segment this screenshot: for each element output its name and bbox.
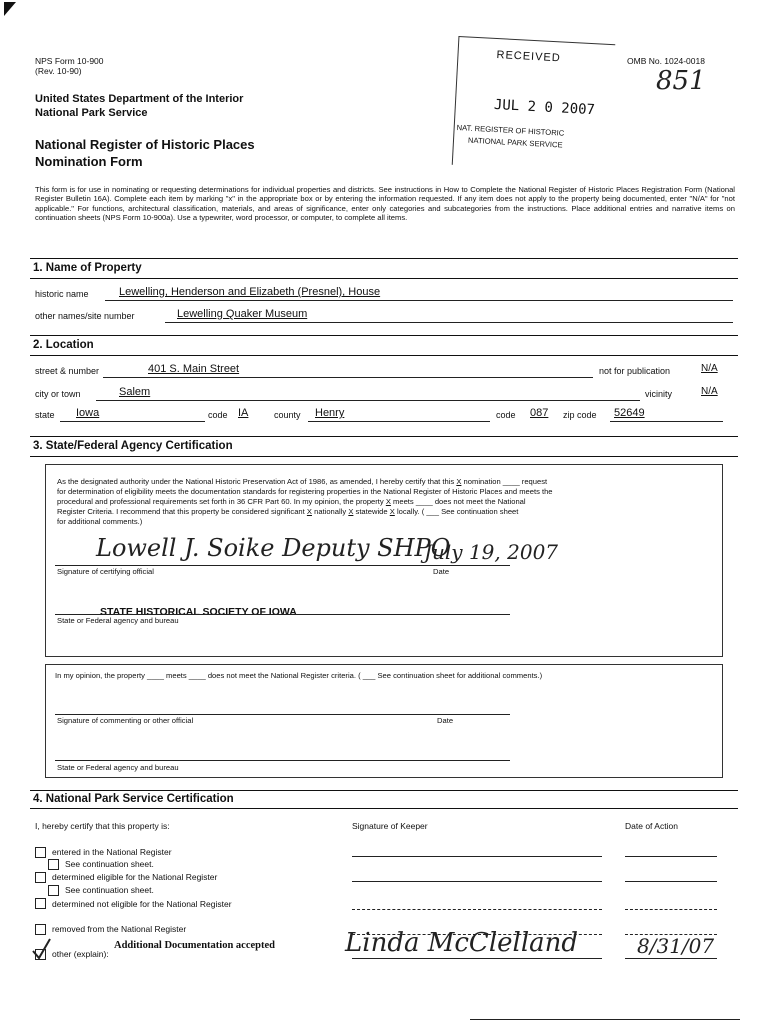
other-label: other (explain): <box>52 949 109 959</box>
zip-field[interactable]: 52649 <box>614 407 645 419</box>
entered-checkbox[interactable] <box>35 847 46 858</box>
page-subtitle: Nomination Form <box>35 154 143 169</box>
eligible-continuation-label: See continuation sheet. <box>65 885 154 895</box>
agency-label: State or Federal agency and bureau <box>57 616 179 625</box>
corner-mark <box>4 2 18 18</box>
certification-line-1: As the designated authority under the National Historic Preservation Act of 1986, as amended, I hereby certify that this X nomination ____ request <box>57 477 548 486</box>
not-eligible-checkbox[interactable] <box>35 898 46 909</box>
footer-line <box>470 1019 740 1020</box>
divider <box>30 335 738 336</box>
stamp-line1: NAT. REGISTER OF HISTORIC <box>456 123 565 138</box>
county-field[interactable]: Henry <box>315 407 345 419</box>
removed-checkbox[interactable] <box>35 924 46 935</box>
other-names-label: other names/site number <box>35 311 135 321</box>
not-eligible-label: determined not eligible for the National Register <box>52 899 232 909</box>
keeper-line-2 <box>352 881 602 882</box>
street-field[interactable]: 401 S. Main Street <box>148 363 240 375</box>
divider <box>30 456 738 457</box>
state-label: state <box>35 410 55 420</box>
certification-line-4: Register Criteria. I recommend that this property be considered significant X nationally X statewide X locally. ( ___ See continuation sheet <box>57 507 519 516</box>
page-title: National Register of Historic Places <box>35 137 255 152</box>
keeper-label: Signature of Keeper <box>352 821 428 831</box>
comment-agency-label: State or Federal agency and bureau <box>57 763 179 772</box>
stamp-line2: NATIONAL PARK SERVICE <box>467 135 563 150</box>
code2-field[interactable]: 087 <box>530 407 549 419</box>
code2-label: code <box>496 410 516 420</box>
divider <box>30 278 738 279</box>
certification-line-3: procedural and professional requirements set forth in 36 CFR Part 60. In my opinion, the property X meets ____ does not meet the National <box>57 497 526 506</box>
removed-label: removed from the National Register <box>52 924 187 934</box>
eligible-checkbox[interactable] <box>35 872 46 883</box>
certification-line-5: for additional comments.) <box>57 517 143 526</box>
divider <box>30 258 738 259</box>
agency-field[interactable]: STATE HISTORICAL SOCIETY OF IOWA <box>100 606 297 618</box>
intro-text: This form is for use in nominating or requesting determinations for individual properties and districts. See instructions in How to Complete the National Register of Historic Places Registration Form (National Register Bulletin 16A). Complete each item by marking "x" in the appropriate box or by entering the information requested. If any item does not apply to the property being documented, enter "N/A" for "not applicable." For functions, architectural classification, materials, and areas of significance, enter only categories and subcategories from the instructions. Place additional entries and narrative items on continuation sheets (NPS Form 10-900a). Use a typewriter, word processor, or computer, to complete all items. <box>35 185 735 223</box>
nfp-field[interactable]: N/A <box>701 363 718 374</box>
section-2-title: 2. Location <box>33 339 94 351</box>
divider <box>30 808 738 809</box>
agency-line <box>55 614 510 615</box>
historic-name-label: historic name <box>35 289 89 299</box>
historic-name-line <box>105 300 733 301</box>
action-line-1 <box>625 856 717 857</box>
locally-mark[interactable]: X <box>389 507 395 516</box>
city-line <box>96 400 640 401</box>
city-field[interactable]: Salem <box>119 386 151 398</box>
entered-continuation-checkbox[interactable] <box>48 859 59 870</box>
city-label: city or town <box>35 389 81 399</box>
checkmark-icon <box>30 937 52 961</box>
nomination-mark[interactable]: X <box>456 477 462 486</box>
entered-label: entered in the National Register <box>52 847 172 857</box>
nationally-mark[interactable]: X <box>306 507 312 516</box>
historic-name-field[interactable]: Lewelling, Henderson and Elizabeth (Presnel), House <box>119 286 381 298</box>
section-1-title: 1. Name of Property <box>33 262 142 274</box>
action-date: 8/31/07 <box>637 934 715 958</box>
signature-line <box>55 565 510 566</box>
entered-continuation-label: See continuation sheet. <box>65 859 154 869</box>
certifying-date: July 19, 2007 <box>424 540 559 564</box>
action-line-5 <box>625 958 717 959</box>
section-4-title: 4. National Park Service Certification <box>33 793 234 805</box>
other-names-line <box>165 322 733 323</box>
comment-agency-line <box>55 760 510 761</box>
stamp-date: JUL 2 0 2007 <box>493 96 596 119</box>
keeper-line-1 <box>352 856 602 857</box>
county-line <box>308 421 490 422</box>
comment-signature-line <box>55 714 510 715</box>
form-revision: (Rev. 10-90) <box>35 66 82 76</box>
keeper-line-3 <box>352 909 602 910</box>
zip-label: zip code <box>563 410 597 420</box>
vicinity-field[interactable]: N/A <box>701 386 718 397</box>
signature-label: Signature of certifying official <box>57 567 154 576</box>
keeper-line-5 <box>352 958 602 959</box>
zip-line <box>610 421 723 422</box>
vicinity-label: vicinity <box>645 389 673 399</box>
stamp-received: RECEIVED <box>496 49 562 65</box>
section-3-title: 3. State/Federal Agency Certification <box>33 440 233 452</box>
omb-number: OMB No. 1024-0018 <box>627 56 705 66</box>
divider <box>30 436 738 437</box>
street-line <box>103 377 593 378</box>
certify-text: I, hereby certify that this property is: <box>35 821 170 831</box>
eligible-label: determined eligible for the National Register <box>52 872 218 882</box>
divider <box>30 355 738 356</box>
keeper-signature: Linda McClelland <box>345 928 579 958</box>
date-label: Date <box>433 567 450 576</box>
action-line-3 <box>625 909 717 910</box>
comment-date-label: Date <box>437 716 454 725</box>
divider <box>30 790 738 791</box>
street-label: street & number <box>35 366 100 376</box>
received-stamp <box>452 36 616 173</box>
state-field[interactable]: Iowa <box>76 407 100 419</box>
eligible-continuation-checkbox[interactable] <box>48 885 59 896</box>
handwritten-number: 851 <box>656 66 706 96</box>
comment-signature-label: Signature of commenting or other official <box>57 716 194 725</box>
certifying-signature: Lowell J. Soike Deputy SHPO <box>96 534 451 562</box>
code-label: code <box>208 410 228 420</box>
state-line <box>60 421 205 422</box>
department: United States Department of the Interior <box>35 93 244 105</box>
code-field[interactable]: IA <box>238 407 249 419</box>
statewide-mark[interactable]: X <box>348 507 354 516</box>
other-explanation[interactable]: Additional Documentation accepted <box>114 940 275 951</box>
service: National Park Service <box>35 107 148 119</box>
meets-mark[interactable]: X <box>385 497 391 506</box>
other-names-field[interactable]: Lewelling Quaker Museum <box>177 308 308 320</box>
county-label: county <box>274 410 301 420</box>
opinion-text: In my opinion, the property ____ meets ____ does not meet the National Register criteria. ( ___ See continuation sheet for additional comments.) <box>55 671 543 680</box>
action-date-label: Date of Action <box>625 821 678 831</box>
action-line-2 <box>625 881 717 882</box>
form-number: NPS Form 10-900 <box>35 56 104 66</box>
certification-line-2: for determination of eligibility meets the documentation standards for registering properties in the National Register of Historic Places and meets the <box>57 487 553 496</box>
nfp-label: not for publication <box>599 366 671 376</box>
